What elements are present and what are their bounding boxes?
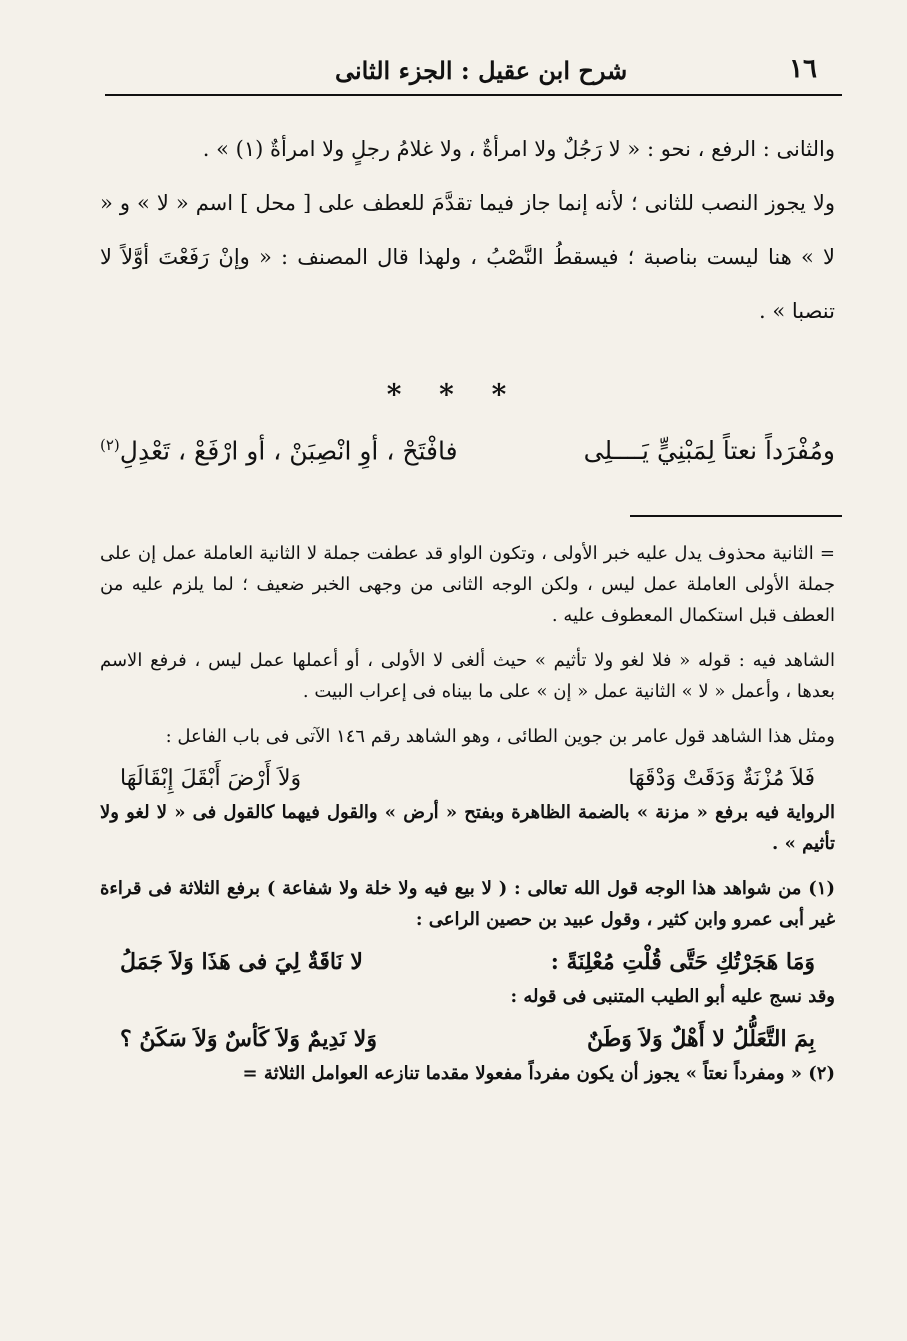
footnote-rule [630,515,842,517]
header-rule [105,94,842,96]
footnote-2-text: (٢) « ومفرداً نعتاً » يجوز أن يكون مفرداً مفعولا مقدما تنازعه العوامل الثلاثة [263,1063,835,1084]
verse-second-text: فافْتَحْ ، أوِ انْصِبَنْ ، أو ارْفَعْ ، تَعْدِلِ [119,436,458,466]
footnote-1: (١) من شواهد هذا الوجه قول الله تعالى : ( لا بيع فيه ولا خلة ولا شفاعة ) برفع الثلاثة فى قراءة غير أبى عمرو وابن كثير ، وقول عبيد بن حصين الراعى : [100,878,835,930]
footnote-riwaya: الرواية فيه برفع « مزنة » بالضمة الظاهرة وبفتح « أرض » والقول فيهما كالقول فى « لا لغو ولا تأثيم » . [100,802,835,854]
footnotes [100,538,835,1089]
quoted-verse-3-second: وَلا نَدِيمٌ وَلاَ كَأسٌ وَلاَ سَكَنُ ؟ [120,1026,377,1052]
verse-second-hemistich [100,436,458,465]
alfiyya-verse [100,432,835,482]
footnote-nasaj: وقد نسج عليه أبو الطيب المتنبى فى قوله : [510,986,835,1007]
quoted-verse-1 [120,766,815,791]
quoted-verse-3-first: بِمَ التَّعَلُّلُ لا أَهْلٌ وَلاَ وَطَنٌ [586,1026,815,1052]
page-number: ١٦ [789,54,817,84]
main-paragraph-1: والثانى : الرفع ، نحو : « لا رَجُلٌ ولا امرأةٌ ، ولا غلامُ رجلٍ ولا امرأةٌ (١) » . [202,137,835,161]
footnote-shahid: الشاهد فيه : قوله « فلا لغو ولا تأثيم » حيث ألغى لا الأولى ، أو أعملها عمل ليس ، فرفع الاسم بعدها ، وأعمل « لا » الثانية عمل « إن » على ما بيناه فى إعراب البيت . [100,650,835,702]
quoted-verse-2-first: وَمَا هَجَرْتُكِ حَتَّى قُلْتِ مُعْلِنَةً : [550,949,815,975]
running-title: شرح ابن عقيل : الجزء الثانى [335,56,628,85]
footnote-2 [100,1058,835,1089]
quoted-verse-2-second: لا نَاقَةٌ لِيَ فى هَذَا وَلاَ جَمَلُ [120,949,363,975]
footnote-continuation [100,538,835,631]
quoted-verse-1-first: فَلاَ مُزْنَةٌ وَدَقَتْ وَدْقَهَا [628,766,815,791]
footnote-marker-2: (٢) [100,436,120,454]
quoted-verse-3 [120,1026,815,1052]
page-header [105,48,832,92]
quoted-verse-2 [120,949,815,975]
section-separator: * * * [386,378,521,411]
verse-first-hemistich: ومُفْرَداً نعتاً لِمَبْنِيٍّ يَــــلِى [583,436,835,465]
main-paragraph-2: ولا يجوز النصب للثانى ؛ لأنه إنما جاز فيما تقدَّمَ للعطف على [ محل ] اسم « لا » و « لا » هنا ليست بناصبة ؛ فيسقطُ النَّصْبُ ، ولهذا قال المصنف : « وإنْ رَفَعْتَ أوَّلاً لا تنصبا » . [100,191,835,323]
main-text [100,122,835,338]
continuation-mark: = [819,543,835,564]
footnote-mithl: ومثل هذا الشاهد قول عامر بن جوين الطائى ، وهو الشاهد رقم ١٤٦ الآتى فى باب الفاعل : [165,726,835,747]
footnote-2-continue-mark: = [242,1063,258,1084]
continuation-text: الثانية محذوف يدل عليه خبر الأولى ، وتكون الواو قد عطفت جملة لا الثانية العاملة عمل إن على جملة الأولى العاملة عمل ليس ، ولكن الوجه الثانى من وجهى الخبر ضعيف ؛ لما يلزم عليه من العطف قبل استكمال المعطوف عليه . [100,543,835,626]
quoted-verse-1-second: وَلاَ أَرْضَ أَبْقَلَ إِبْقَالَهَا [120,766,302,791]
